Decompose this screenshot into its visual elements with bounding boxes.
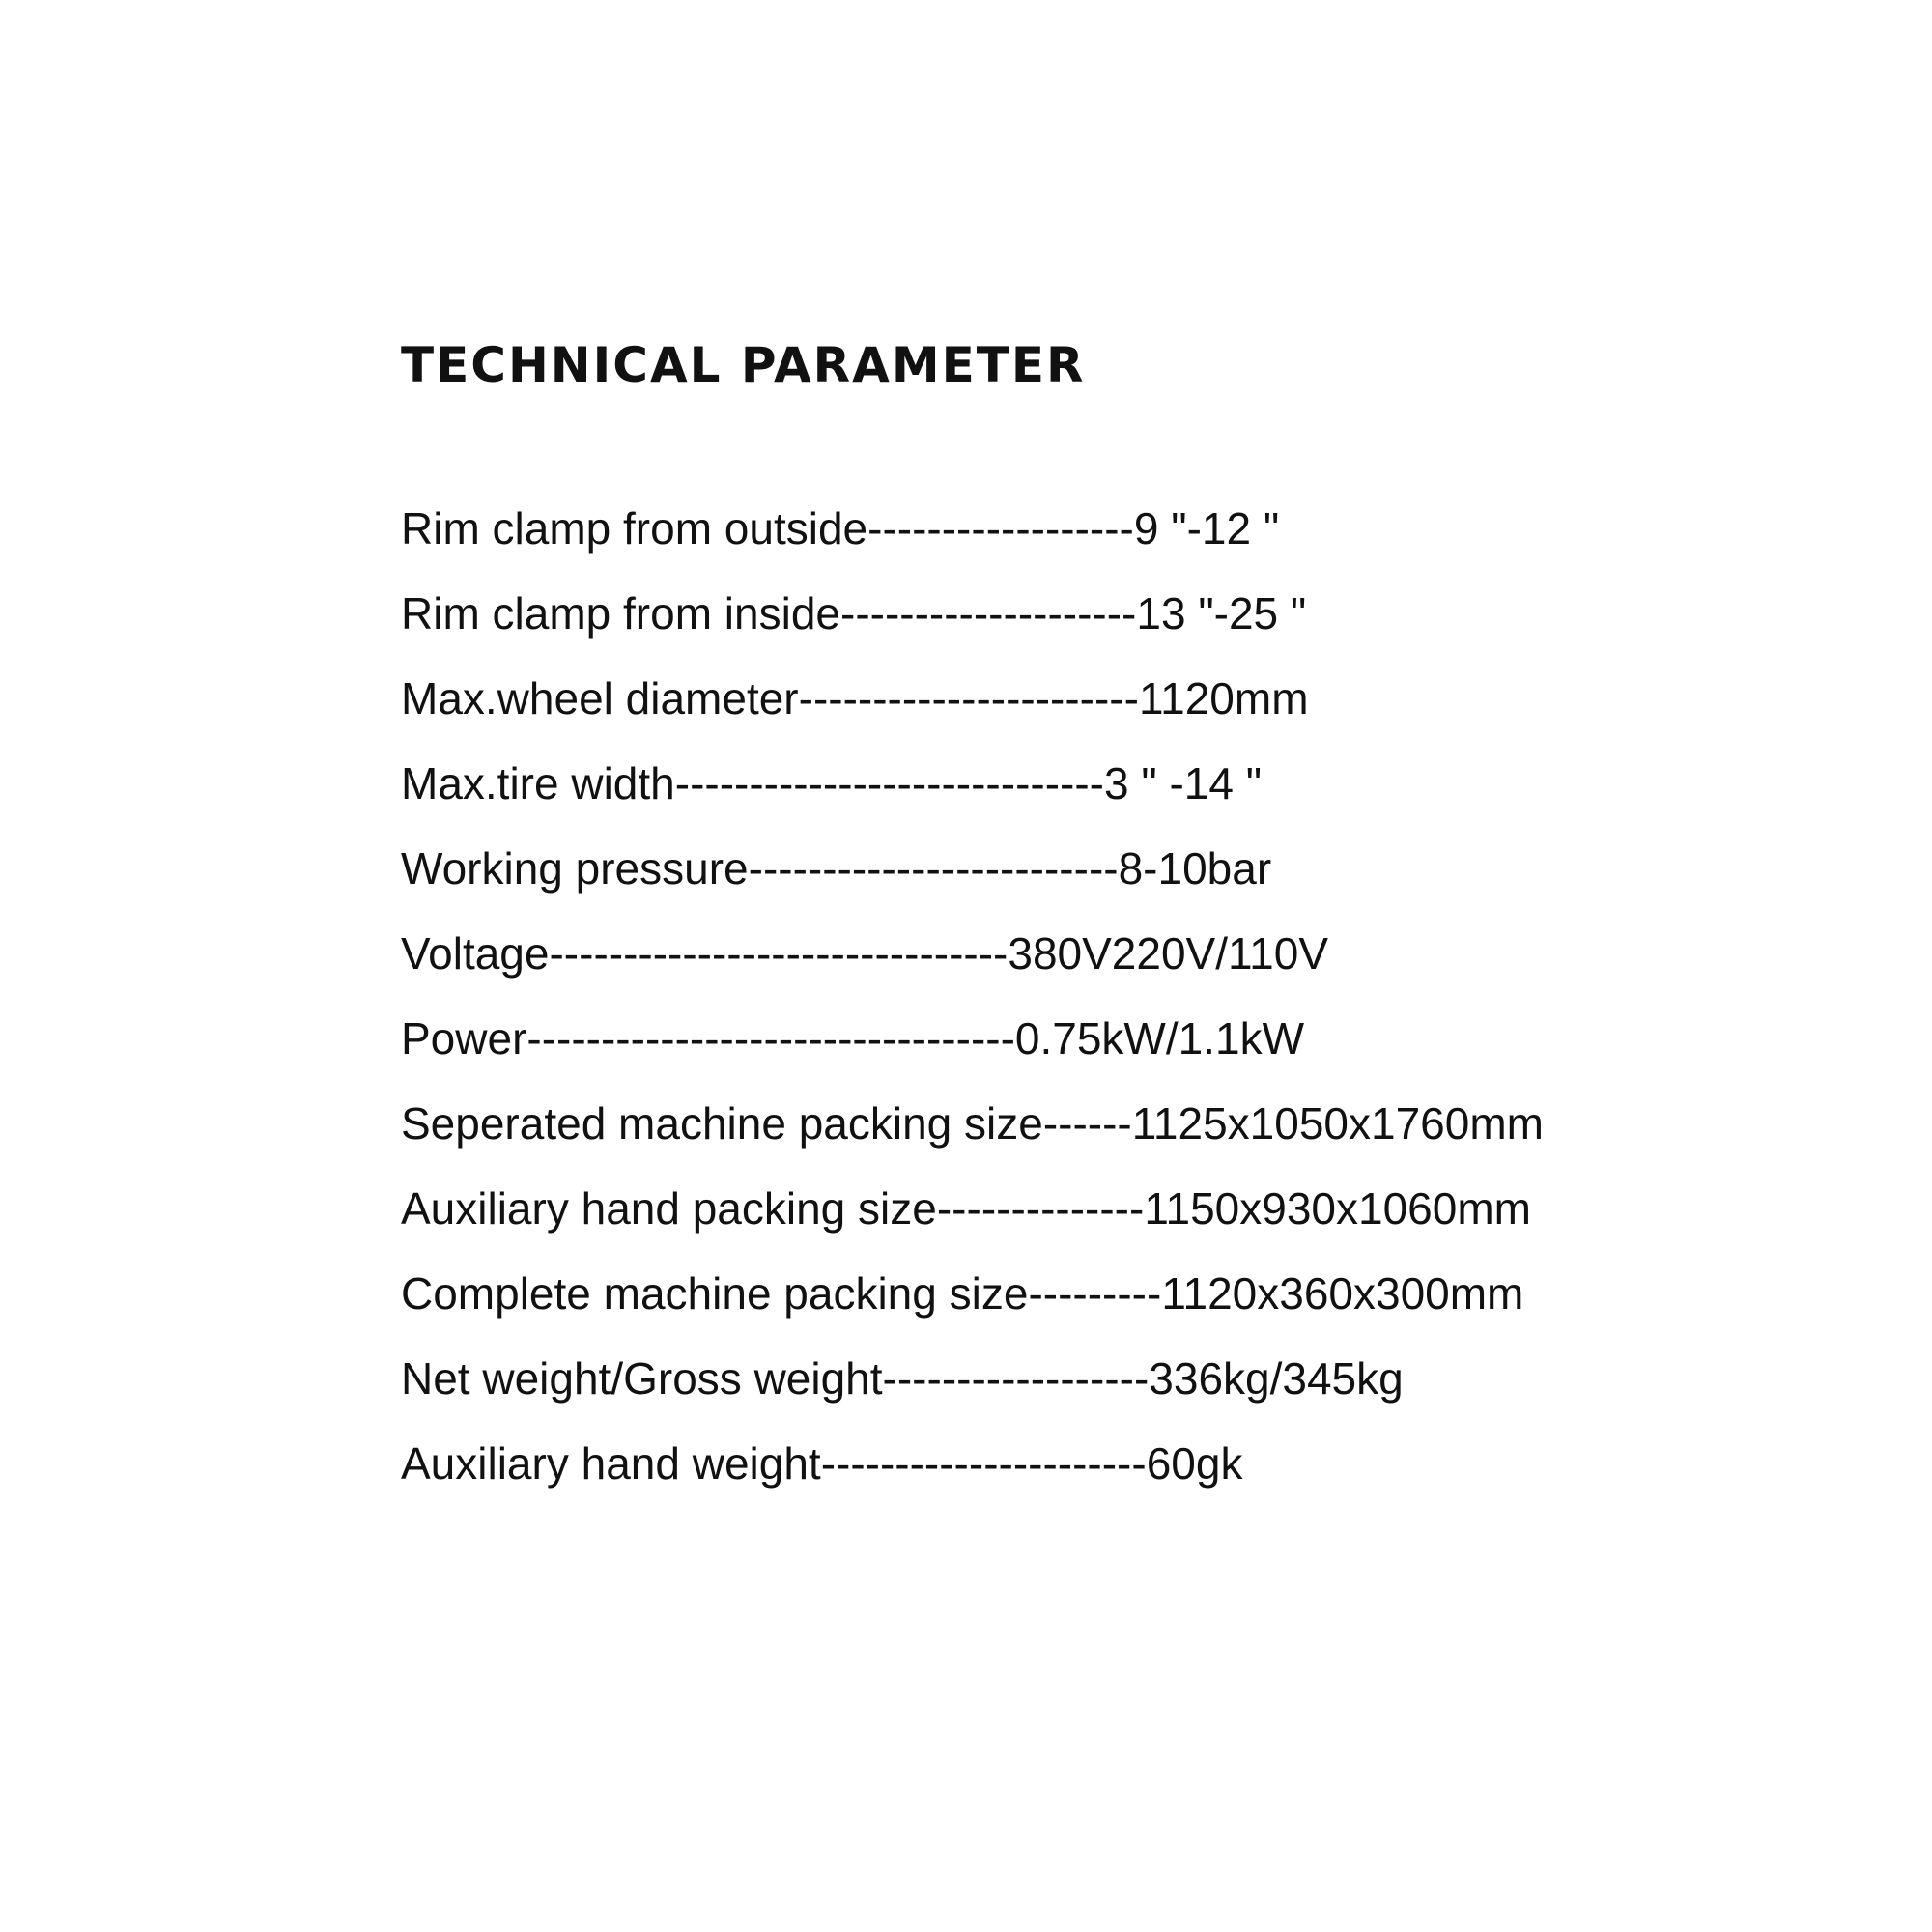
param-value: 9 "-12 " bbox=[1133, 503, 1280, 554]
param-leader: ------------------ bbox=[882, 1353, 1150, 1404]
param-leader: ------------------------- bbox=[748, 843, 1119, 894]
param-row-auxiliary-hand-weight bbox=[401, 1438, 1544, 1489]
param-label: Max.wheel diameter bbox=[401, 673, 799, 724]
param-row-complete-machine-packing-size bbox=[401, 1268, 1544, 1319]
param-label: Net weight/Gross weight bbox=[401, 1353, 883, 1404]
param-label: Auxiliary hand packing size bbox=[401, 1183, 937, 1234]
param-label: Rim clamp from inside bbox=[401, 588, 840, 639]
param-leader: ------ bbox=[1042, 1098, 1132, 1149]
param-label: Complete machine packing size bbox=[401, 1268, 1029, 1319]
param-row-max-wheel-diameter bbox=[401, 673, 1544, 724]
param-label: Seperated machine packing size bbox=[401, 1098, 1043, 1149]
param-row-power bbox=[401, 1013, 1544, 1064]
param-row-rim-clamp-outside bbox=[401, 503, 1544, 554]
param-value: 1120x360x300mm bbox=[1161, 1268, 1524, 1319]
parameter-list bbox=[401, 503, 1544, 1523]
param-value: 1150x930x1060mm bbox=[1144, 1183, 1531, 1234]
param-row-voltage bbox=[401, 928, 1544, 979]
param-value: 1120mm bbox=[1138, 673, 1309, 724]
param-value: 0.75kW/1.1kW bbox=[1014, 1013, 1304, 1064]
param-leader: --------- bbox=[1028, 1268, 1162, 1319]
page-title: TECHNICAL PARAMETER bbox=[401, 337, 1086, 393]
param-row-max-tire-width bbox=[401, 758, 1544, 809]
param-leader: ------------------ bbox=[867, 503, 1134, 554]
param-label: Rim clamp from outside bbox=[401, 503, 868, 554]
param-label: Voltage bbox=[401, 928, 550, 979]
param-label: Power bbox=[401, 1013, 527, 1064]
param-leader: -------------- bbox=[936, 1183, 1145, 1234]
param-row-net-gross-weight bbox=[401, 1353, 1544, 1404]
param-value: 380V220V/110V bbox=[1008, 928, 1329, 979]
param-leader: ----------------------- bbox=[798, 673, 1139, 724]
param-label: Working pressure bbox=[401, 843, 749, 894]
param-value: 1125x1050x1760mm bbox=[1131, 1098, 1544, 1149]
param-row-separated-machine-packing-size bbox=[401, 1098, 1544, 1149]
param-value: 8-10bar bbox=[1118, 843, 1272, 894]
param-value: 13 "-25 " bbox=[1136, 588, 1307, 639]
param-leader: ------------------------------- bbox=[549, 928, 1009, 979]
param-leader: ---------------------- bbox=[820, 1438, 1147, 1489]
param-row-auxiliary-hand-packing-size bbox=[401, 1183, 1544, 1234]
param-row-rim-clamp-inside bbox=[401, 588, 1544, 639]
param-value: 3 " -14 " bbox=[1103, 758, 1263, 809]
param-leader: --------------------------------- bbox=[526, 1013, 1015, 1064]
param-value: 336kg/345kg bbox=[1149, 1353, 1404, 1404]
param-leader: ----------------------------- bbox=[674, 758, 1104, 809]
param-value: 60gk bbox=[1146, 1438, 1243, 1489]
param-label: Max.tire width bbox=[401, 758, 675, 809]
param-leader: -------------------- bbox=[840, 588, 1137, 639]
param-label: Auxiliary hand weight bbox=[401, 1438, 821, 1489]
param-row-working-pressure bbox=[401, 843, 1544, 894]
